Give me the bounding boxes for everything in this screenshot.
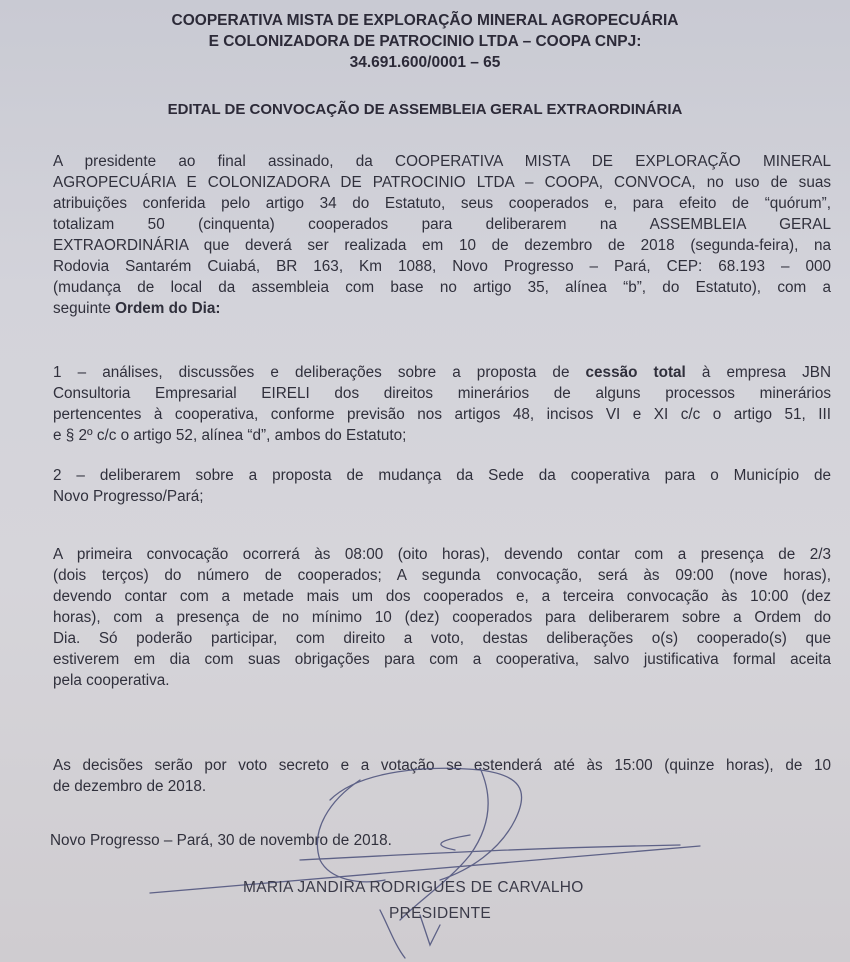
text-line: A primeira convocação ocorrerá às 08:00 (oito horas), devendo contar com a presença de 2/3: [53, 546, 831, 563]
text-line: [53, 362, 831, 383]
place-and-date: Novo Progresso – Pará, 30 de novembro de 2018.: [50, 832, 392, 849]
text-line: [53, 298, 831, 319]
text-fragment: seguinte: [53, 300, 116, 317]
text-line: As decisões serão por voto secreto e a votação se estenderá até às 15:00 (quinze horas), de 10: [53, 757, 831, 774]
text-line: Consultoria Empresarial EIRELI dos direitos minerários de alguns processos minerários: [53, 385, 831, 402]
text-line: horas), com a presença de no mínimo 10 (dez) cooperados para deliberarem sobre a Ordem do: [53, 609, 831, 626]
quorum-paragraph: [53, 544, 831, 691]
convocation-paragraph: [53, 151, 831, 319]
text-line: e § 2º c/c o artigo 52, alínea “d”, ambos do Estatuto;: [53, 427, 407, 444]
header-line-1: COOPERATIVA MISTA DE EXPLORAÇÃO MINERAL AGROPECUÁRIA: [171, 12, 679, 29]
text-line: Dia. Só poderão participar, com direito a voto, destas deliberações o(s) cooperado(s) que: [53, 630, 831, 647]
text-line: pertencentes à cooperativa, conforme previsão nos artigos 48, incisos VI e XI c/c o artigo 51, III: [53, 406, 831, 423]
text-line: estiverem em dia com suas obrigações para com a cooperativa, salvo justificativa formal aceita: [53, 651, 831, 668]
text-line: (dois terços) do número de cooperados; A segunda convocação, será às 09:00 (nove horas),: [53, 567, 831, 584]
emphasis: cessão total: [585, 364, 686, 381]
text-line: Novo Progresso/Pará;: [53, 488, 204, 505]
text-line: atribuições conferida pelo artigo 34 do Estatuto, seus cooperados e, para efeito de “quórum”,: [53, 195, 831, 212]
header-line-2: E COLONIZADORA DE PATROCINIO LTDA – COOPA CNPJ:: [208, 33, 642, 50]
text-line: Rodovia Santarém Cuiabá, BR 163, Km 1088, Novo Progresso – Pará, CEP: 68.193 – 000: [53, 258, 831, 275]
agenda-heading: Ordem do Dia:: [115, 300, 221, 317]
voting-paragraph: [53, 755, 831, 797]
text-fragment: 1 – análises, discussões e deliberações sobre a proposta de: [53, 364, 586, 381]
header-cnpj: 34.691.600/0001 – 65: [349, 54, 501, 71]
text-line: pela cooperativa.: [53, 672, 170, 689]
text-fragment: à empresa JBN: [685, 364, 832, 381]
text-line: A presidente ao final assinado, da COOPERATIVA MISTA DE EXPLORAÇÃO MINERAL: [53, 153, 831, 170]
text-line: AGROPECUÁRIA E COLONIZADORA DE PATROCINIO LTDA – COOPA, CONVOCA, no uso de suas: [53, 174, 831, 191]
text-line: (mudança de local da assembleia com base no artigo 35, alínea “b”, do Estatuto), com a: [53, 279, 831, 296]
text-line: de dezembro de 2018.: [53, 778, 207, 795]
agenda-item-1: [53, 362, 831, 446]
cooperative-header: [0, 10, 850, 73]
text-line: totalizam 50 (cinquenta) cooperados para deliberarem na ASSEMBLEIA GERAL: [53, 216, 831, 233]
text-line: 2 – deliberarem sobre a proposta de mudança da Sede da cooperativa para o Município de: [53, 467, 831, 484]
text-line: devendo contar com a metade mais um dos cooperados e, a terceira convocação às 10:00 (dez: [53, 588, 831, 605]
signer-role: PRESIDENTE: [389, 905, 492, 922]
agenda-item-2: [53, 465, 831, 507]
text-line: EXTRAORDINÁRIA que deverá ser realizada em 10 de dezembro de 2018 (segunda-feira), na: [53, 237, 831, 254]
document-title: EDITAL DE CONVOCAÇÃO DE ASSEMBLEIA GERAL EXTRAORDINÁRIA: [167, 101, 683, 118]
signer-name: MARIA JANDIRA RODRIGUES DE CARVALHO: [243, 879, 584, 896]
